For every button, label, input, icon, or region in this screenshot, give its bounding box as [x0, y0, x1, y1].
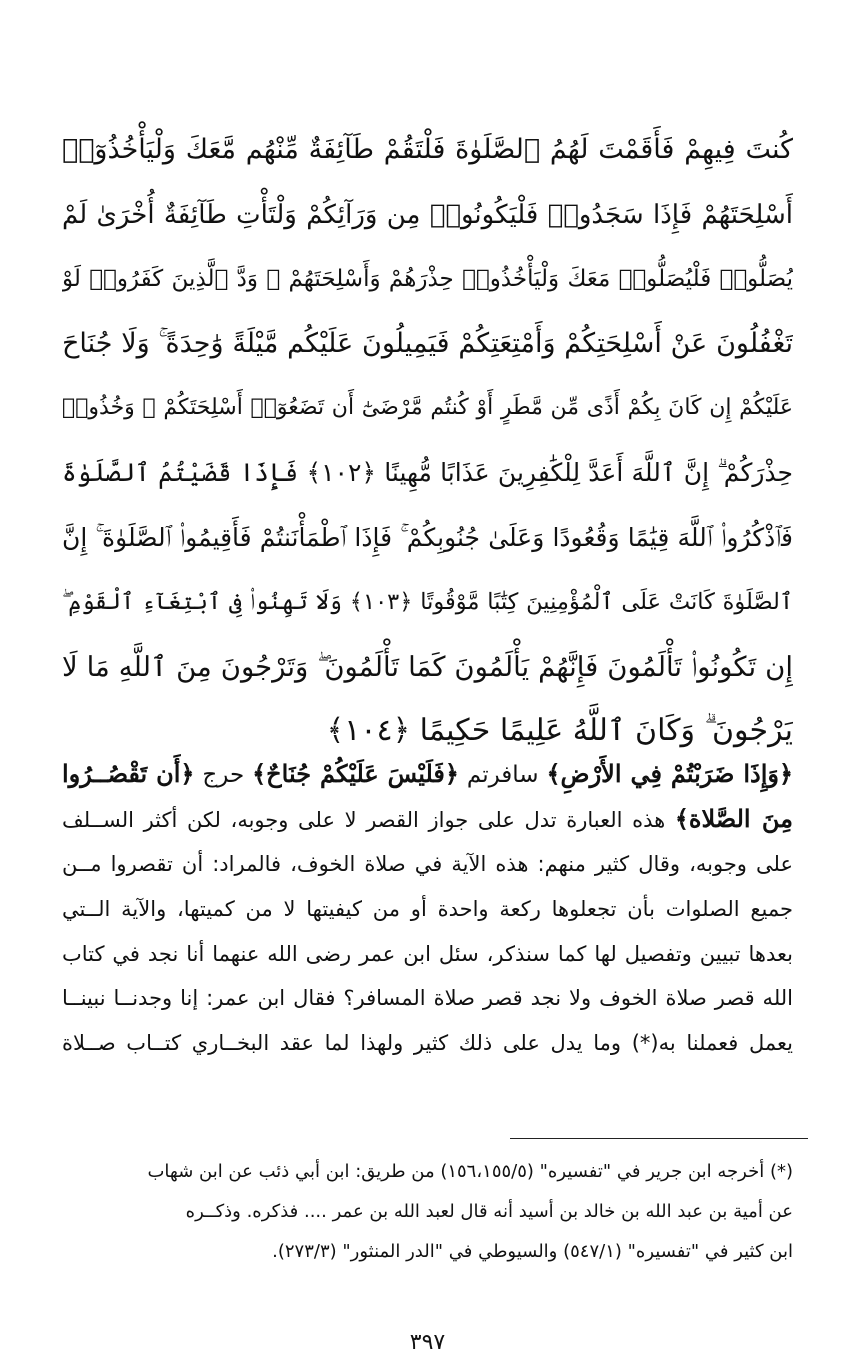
- footnote-divider: [510, 1138, 808, 1139]
- explanation-line: بعدها تبيين وتفصيل لها كما سنذكر، سئل ابن عمر رضى الله عنهما أنا نجد في كتاب: [62, 941, 793, 966]
- quoted-phrase: ﴿وَإِذَا ضَرَبْتُمْ فِي الأَرْضِ﴾: [546, 759, 793, 788]
- verse-line: يَرْجُونَ ۗ وَكَانَ ٱللَّهُ عَلِيمًا حَكِيمًا ﴿١٠٤﴾: [326, 713, 793, 749]
- verse-line: تَغْفُلُونَ عَنْ أَسْلِحَتِكُمْ وَأَمْتِعَتِكُمْ فَيَمِيلُونَ عَلَيْكُم مَّيْلَةً وَٰحِدَةً ۚ وَلَا جُنَاحَ: [62, 327, 793, 359]
- verse-line: إِن تَكُونُوا۟ تَأْلَمُونَ فَإِنَّهُمْ يَأْلَمُونَ كَمَا تَأْلَمُونَ ۖ وَتَرْجُونَ مِنَ ٱللَّهِ مَا لَا: [62, 650, 793, 683]
- explanation-text: هذه العبارة تدل على جواز القصر لا على وجوبه، لكن أكثر الســلف: [62, 807, 666, 832]
- footnote-line: عن أمية بن عبد الله بن خالد بن أسيد أنه قال لعبد الله بن عمر .... فذكره. وذكــره: [185, 1201, 793, 1222]
- quoted-phrase: مِنَ الصَّلاة﴾: [674, 803, 793, 833]
- verse-line: فَٱذْكُرُوا۟ ٱللَّهَ قِيَٰمًا وَقُعُودًا وَعَلَىٰ جُنُوبِكُمْ ۚ فَإِذَا ٱطْمَأْنَنتُمْ فَأَقِيمُوا۟ ٱلصَّلَوٰةَ ۚ إِنَّ: [62, 522, 793, 552]
- verse-line: عَلَيْكُمْ إِن كَانَ بِكُمْ أَذًى مِّن مَّطَرٍ أَوْ كُنتُم مَّرْضَىٰٓ أَن تَضَعُوٓا۟ أَسْلِحَتَكُمْ ۖ وَخُذُوا۟: [62, 395, 793, 421]
- footnote-line: ابن كثير في "تفسيره" (٥٤٧/١) والسيوطي في "الدر المنثور" (٢٧٣/٣).: [272, 1241, 793, 1262]
- verse-line: حِذْرَكُمْ ۗ إِنَّ ٱللَّهَ أَعَدَّ لِلْكَٰفِرِينَ عَذَابًا مُّهِينًا ﴿١٠٢﴾ فَإِذَا قَضَيْتُمُ ٱلصَّلَوٰةَ: [62, 457, 793, 487]
- footnote-block: [62, 1152, 793, 1272]
- verse-line: أَسْلِحَتَهُمْ فَإِذَا سَجَدُوا۟ فَلْيَكُونُوا۟ مِن وَرَآئِكُمْ وَلْتَأْتِ طَآئِفَةٌ أُخْرَىٰ لَمْ: [62, 199, 793, 230]
- explanation-line: [62, 797, 793, 842]
- explanation-line: جميع الصلوات بأن تجعلوها ركعة واحدة أو من كيفيتها لا من كميتها، والآية الــتي: [62, 896, 793, 921]
- verse-line: ٱلصَّلَوٰةَ كَانَتْ عَلَى ٱلْمُؤْمِنِينَ كِتَٰبًا مَّوْقُوتًا ﴿١٠٣﴾ وَلَا تَهِنُوا۟ فِى ٱبْتِغَآءِ ٱلْقَوْمِ ۖ: [62, 589, 793, 616]
- quran-verse-block: [62, 118, 793, 764]
- explanation-block: [62, 752, 793, 1066]
- quoted-phrase: ﴿فَلَيْسَ عَلَيْكُمْ جُنَاحٌ﴾: [252, 759, 459, 788]
- quoted-phrase: ﴿أَن تَقْصُــرُوا: [62, 759, 195, 788]
- explanation-line: الله قصر صلاة الخوف ولا نجد قصر صلاة المسافر؟ فقال ابن عمر: إنا وجدنــا نبينــا: [62, 986, 793, 1011]
- gloss: سافرتم: [466, 762, 539, 788]
- page-number: ٣٩٧: [409, 1330, 446, 1355]
- footnote-line: (*) أخرجه ابن جرير في "تفسيره" (١٥٦،١٥٥/٥) من طريق: ابن أبي ذئب عن ابن شهاب: [147, 1161, 793, 1182]
- explanation-line: [62, 752, 793, 797]
- explanation-line: يعمل فعملنا به(*) وما يدل على ذلك كثير ولهذا لما عقد البخــاري كتــاب صــلاة: [62, 1031, 793, 1056]
- explanation-line: على وجوبه، وقال كثير منهم: هذه الآية في صلاة الخوف، فالمراد: أن تقصروا مــن: [62, 851, 793, 876]
- verse-line: كُنتَ فِيهِمْ فَأَقَمْتَ لَهُمُ ٱلصَّلَوٰةَ فَلْتَقُمْ طَآئِفَةٌ مِّنْهُم مَّعَكَ وَلْيَأْخُذُوٓا۟: [62, 134, 793, 165]
- gloss: حرج: [202, 762, 245, 788]
- verse-line: يُصَلُّوا۟ فَلْيُصَلُّوا۟ مَعَكَ وَلْيَأْخُذُوا۟ حِذْرَهُمْ وَأَسْلِحَتَهُمْ ۗ وَدَّ ٱلَّذِينَ كَفَرُوا۟ لَوْ: [62, 266, 793, 293]
